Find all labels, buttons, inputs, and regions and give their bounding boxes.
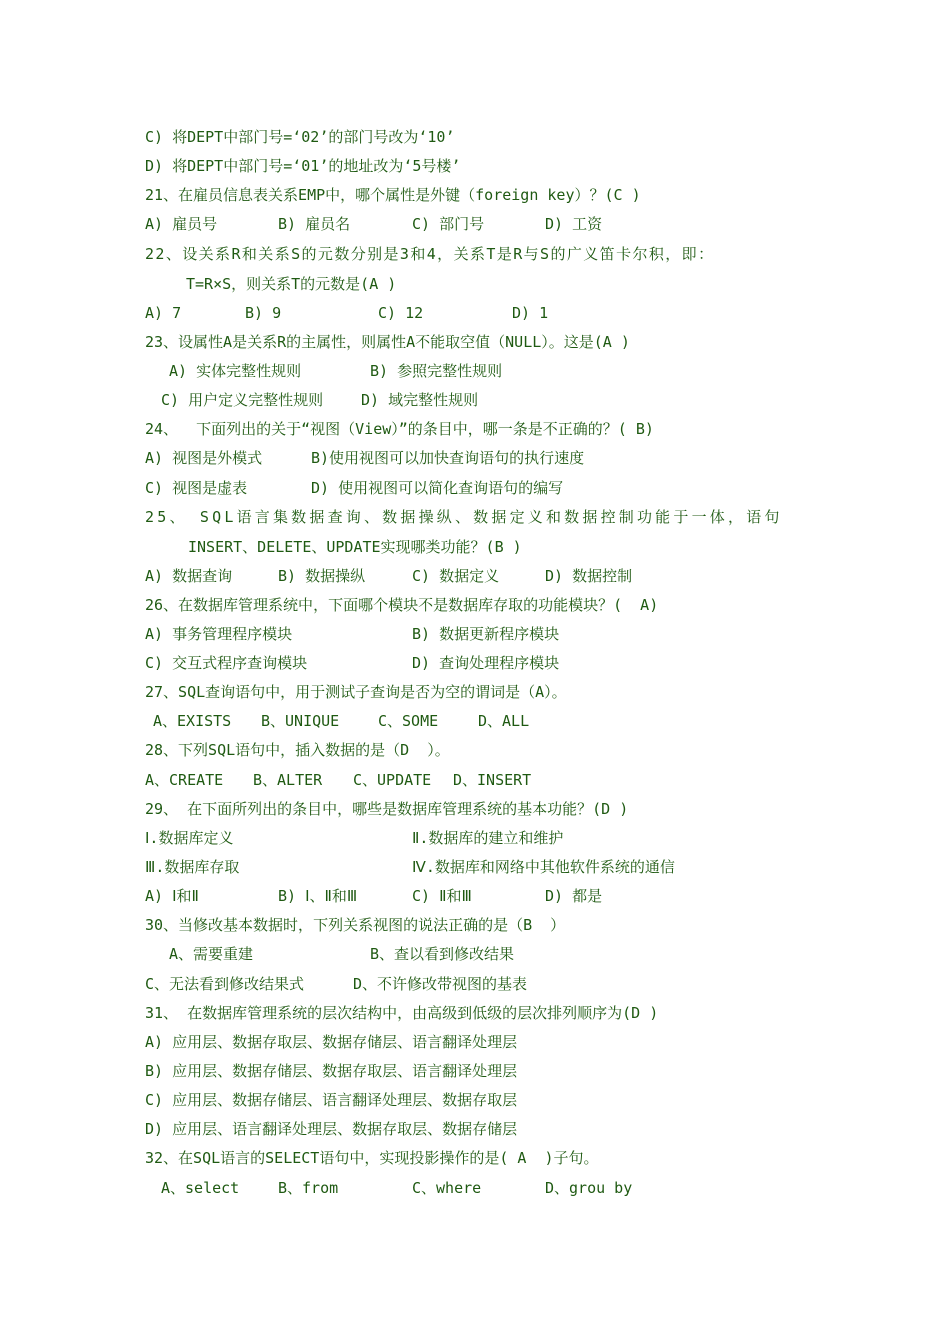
q23-option-b: B) 参照完整性规则 bbox=[370, 362, 503, 380]
question-22-cont: T=R×S，则关系T的元数是(A ) bbox=[186, 275, 397, 293]
q27-option-d: D、ALL bbox=[478, 712, 530, 730]
q26-option-a: A) 事务管理程序模块 bbox=[145, 625, 293, 643]
question-26: 26、在数据库管理系统中，下面哪个模块不是数据库存取的功能模块？( A) bbox=[145, 596, 659, 614]
q25-option-d: D) 数据控制 bbox=[545, 567, 633, 585]
q32-option-b: B、from bbox=[278, 1179, 339, 1197]
q25-option-b: B) 数据操纵 bbox=[278, 567, 366, 585]
q22-option-a: A) 7 bbox=[145, 304, 182, 322]
q20-option-d: D) 将DEPT中部门号=‘01’的地址改为‘5号楼’ bbox=[145, 157, 461, 175]
question-22-bound: 22、设关系R和关系S的元数分别是3和4，关系T是R与S的广义笛卡尔积，即： bbox=[145, 245, 715, 263]
q28-option-c: C、UPDATE bbox=[353, 771, 432, 789]
question-25: 25、 SQL语言集数据查询、数据操纵、数据定义和数据控制功能于一体，语句 bbox=[145, 508, 783, 526]
q24-option-c: C) 视图是虚表 bbox=[145, 479, 248, 497]
q23-option-d: D) 域完整性规则 bbox=[361, 391, 479, 409]
q27-option-a: A、EXISTS bbox=[153, 712, 232, 730]
q29-item-ii: Ⅱ.数据库的建立和维护 bbox=[412, 829, 564, 847]
q22-option-b: B) 9 bbox=[245, 304, 282, 322]
q29-option-d: D) 都是 bbox=[545, 887, 603, 905]
q21-option-b: B) 雇员名 bbox=[278, 215, 351, 233]
question-25-cont: INSERT、DELETE、UPDATE实现哪类功能？(B ) bbox=[188, 538, 522, 556]
q25-option-a: A) 数据查询 bbox=[145, 567, 233, 585]
q29-item-i: Ⅰ.数据库定义 bbox=[145, 829, 234, 847]
question-28: 28、下列SQL语句中，插入数据的是（D ）。 bbox=[145, 741, 450, 759]
q30-option-a: A、需要重建 bbox=[169, 945, 254, 963]
q26-option-b: B) 数据更新程序模块 bbox=[412, 625, 560, 643]
question-27: 27、SQL查询语句中，用于测试子查询是否为空的谓词是（A）。 bbox=[145, 683, 567, 701]
q30-option-c: C、无法看到修改结果式 bbox=[145, 975, 305, 993]
q29-item-iv: Ⅳ.数据库和网络中其他软件系统的通信 bbox=[412, 858, 675, 876]
q29-option-c: C) Ⅱ和Ⅲ bbox=[412, 887, 472, 905]
q32-option-c: C、where bbox=[412, 1179, 482, 1197]
q23-option-c: C) 用户定义完整性规则 bbox=[161, 391, 324, 409]
question-31: 31、 在数据库管理系统的层次结构中，由高级到低级的层次排列顺序为(D ) bbox=[145, 1004, 659, 1022]
q30-option-d: D、不许修改带视图的基表 bbox=[353, 975, 528, 993]
q31-option-b: B) 应用层、数据存储层、数据存取层、语言翻译处理层 bbox=[145, 1062, 518, 1080]
q22-option-c: C) 12 bbox=[378, 304, 424, 322]
q31-option-a: A) 应用层、数据存取层、数据存储层、语言翻译处理层 bbox=[145, 1033, 518, 1051]
q29-option-a: A) Ⅰ和Ⅱ bbox=[145, 887, 199, 905]
q24-option-b: B)使用视图可以加快查询语句的执行速度 bbox=[311, 449, 585, 467]
q27-option-b: B、UNIQUE bbox=[261, 712, 340, 730]
q31-option-d: D) 应用层、语言翻译处理层、数据存取层、数据存储层 bbox=[145, 1120, 518, 1138]
q23-option-a: A) 实体完整性规则 bbox=[169, 362, 302, 380]
q32-option-d: D、grou by bbox=[545, 1179, 633, 1197]
q28-option-b: B、ALTER bbox=[253, 771, 323, 789]
q28-option-d: D、INSERT bbox=[453, 771, 532, 789]
q26-option-c: C) 交互式程序查询模块 bbox=[145, 654, 308, 672]
q22-option-d: D) 1 bbox=[512, 304, 549, 322]
q30-option-b: B、查以看到修改结果 bbox=[370, 945, 515, 963]
question-23: 23、设属性A是关系R的主属性，则属性A不能取空值（NULL）。这是(A ) bbox=[145, 333, 630, 351]
q26-option-d: D) 查询处理程序模块 bbox=[412, 654, 560, 672]
question-24: 24、 下面列出的关于“视图（View）”的条目中，哪一条是不正确的？( B) bbox=[145, 420, 654, 438]
q24-option-a: A) 视图是外模式 bbox=[145, 449, 263, 467]
q21-option-a: A) 雇员号 bbox=[145, 215, 218, 233]
q29-item-iii: Ⅲ.数据库存取 bbox=[145, 858, 240, 876]
q29-option-b: B) Ⅰ、Ⅱ和Ⅲ bbox=[278, 887, 358, 905]
q32-option-a: A、select bbox=[161, 1179, 240, 1197]
q27-option-c: C、SOME bbox=[378, 712, 439, 730]
q24-option-d: D) 使用视图可以简化查询语句的编写 bbox=[311, 479, 564, 497]
q28-option-a: A、CREATE bbox=[145, 771, 224, 789]
question-29: 29、 在下面所列出的条目中，哪些是数据库管理系统的基本功能？(D ) bbox=[145, 800, 629, 818]
q21-option-d: D) 工资 bbox=[545, 215, 603, 233]
question-30: 30、当修改基本数据时，下列关系视图的说法正确的是（B ） bbox=[145, 916, 566, 934]
q21-option-c: C) 部门号 bbox=[412, 215, 485, 233]
question-32: 32、在SQL语言的SELECT语句中，实现投影操作的是( A )子句。 bbox=[145, 1149, 599, 1167]
q31-option-c: C) 应用层、数据存储层、语言翻译处理层、数据存取层 bbox=[145, 1091, 518, 1109]
q20-option-c: C) 将DEPT中部门号=‘02’的部门号改为‘10’ bbox=[145, 128, 455, 146]
q25-option-c: C) 数据定义 bbox=[412, 567, 500, 585]
question-21: 21、在雇员信息表关系EMP中，哪个属性是外键（foreign key）？(C ) bbox=[145, 186, 641, 204]
